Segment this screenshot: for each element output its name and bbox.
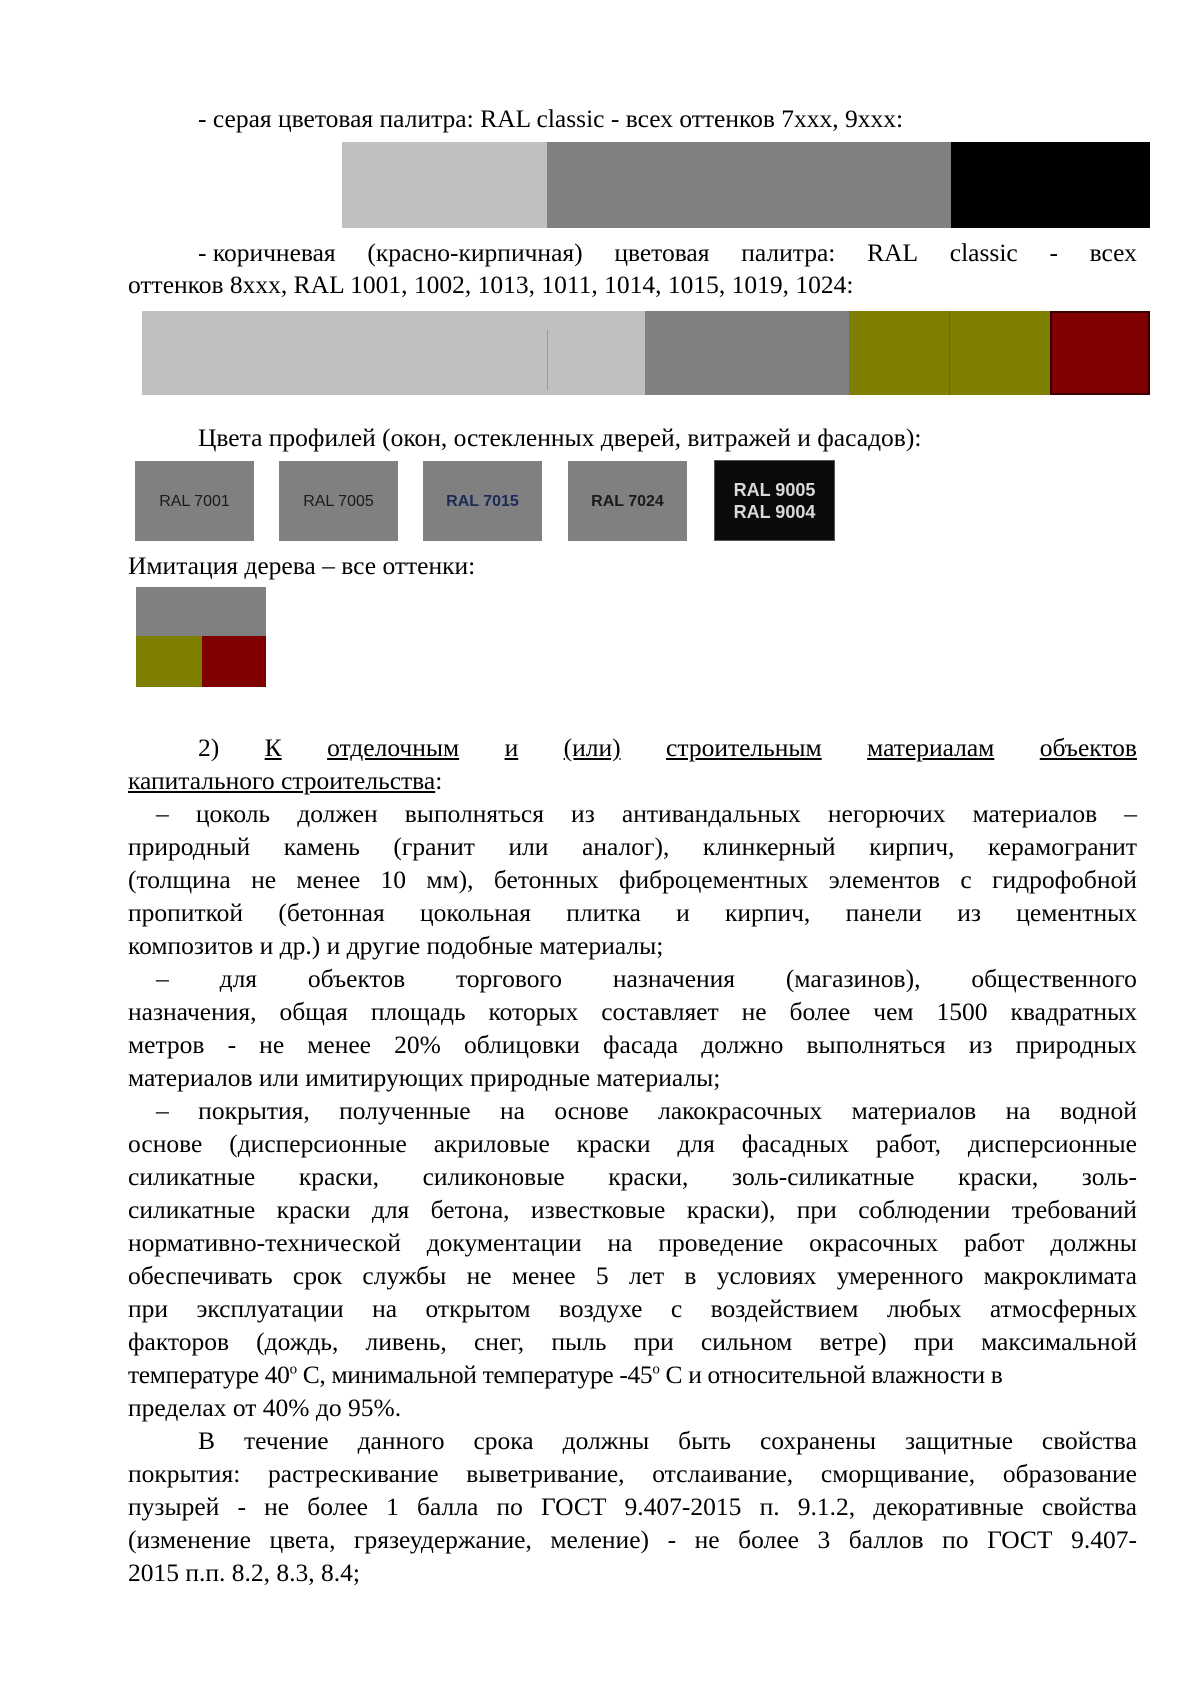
para4-line5: 2015 п.п. 8.2, 8.3, 8.4; — [128, 1558, 361, 1587]
para3-line9: температуре 40$^o$ С, минимальной температуре -45$^o$ С и относительной влажности в — [128, 1360, 1003, 1389]
gray-palette-text: - серая цветовая палитра: RAL classic - всех оттенков 7ххх, 9ххх: — [198, 104, 904, 133]
para3-line2: основе (дисперсионные акриловые краски для фасадных работ, дисперсионные — [128, 1129, 1137, 1158]
para1-line1: – цоколь должен выполняться из антивандальных негорючих материалов – — [156, 799, 1137, 828]
ral-7001-box: RAL 7001 — [135, 461, 254, 541]
para3-line3: силикатные краски, силиконовые краски, золь-силикатные краски, золь- — [128, 1162, 1137, 1191]
ral-7024-box: RAL 7024 — [568, 461, 687, 541]
brown-swatch-olive-divider — [949, 311, 950, 395]
para2-line4: материалов или имитирующих природные материалы; — [128, 1063, 721, 1092]
wood-swatch-olive — [136, 636, 202, 687]
ral-9005-9004-box — [714, 460, 835, 541]
para3-line6: обеспечивать срок службы не менее 5 лет в условиях умеренного макроклимата — [128, 1261, 1137, 1290]
para2-line2: назначения, общая площадь которых составляет не более чем 1500 квадратных — [128, 997, 1137, 1026]
gray-swatch-black — [951, 142, 1150, 228]
section2-heading-line1: 2) К отделочным и (или) строительным материалам объектов — [198, 733, 1137, 762]
ral-9004-label: RAL 9004 — [733, 501, 816, 522]
wood-heading: Имитация дерева – все оттенки: — [128, 551, 476, 580]
brown-swatch-gray — [645, 311, 849, 395]
ral-9005-label: RAL 9005 — [733, 479, 816, 500]
section2-heading-line2: капитального строительства: — [128, 766, 443, 795]
para4-line2: покрытия: растрескивание выветривание, отслаивание, сморщивание, образование — [128, 1459, 1137, 1488]
para3-line8: факторов (дождь, ливень, снег, пыль при сильном ветре) при максимальной — [128, 1327, 1137, 1356]
para3-line7: при эксплуатации на открытом воздухе с воздействием любых атмосферных — [128, 1294, 1137, 1323]
brown-swatch-light — [142, 311, 645, 395]
para4-line3: пузырей - не более 1 балла по ГОСТ 9.407-2015 п. 9.1.2, декоративные свойства — [128, 1492, 1137, 1521]
wood-swatch-gray — [136, 587, 266, 636]
para2-line1: – для объектов торгового назначения (магазинов), общественного — [156, 964, 1137, 993]
para4-line4: (изменение цвета, грязеудержание, меление) - не более 3 баллов по ГОСТ 9.407- — [128, 1525, 1137, 1554]
brown-palette-line2: оттенков 8ххх, RAL 1001, 1002, 1013, 1011, 1014, 1015, 1019, 1024: — [128, 270, 854, 299]
para1-line2: природный камень (гранит или аналог), клинкерный кирпич, керамогранит — [128, 832, 1137, 861]
ral-7005-box: RAL 7005 — [279, 461, 398, 541]
gray-swatch-light — [342, 142, 547, 228]
para3-line1: – покрытия, полученные на основе лакокрасочных материалов на водной — [156, 1096, 1137, 1125]
wood-swatch-red — [202, 636, 266, 687]
para1-line3: (толщина не менее 10 мм), бетонных фиброцементных элементов с гидрофобной — [128, 865, 1137, 894]
gray-swatch-mid — [547, 142, 951, 228]
profiles-heading: Цвета профилей (окон, остекленных дверей, витражей и фасадов): — [198, 423, 922, 452]
ral-7015-box: RAL 7015 — [423, 461, 542, 541]
brown-swatch-red — [1050, 311, 1150, 395]
para1-line5: композитов и др.) и другие подобные материалы; — [128, 931, 664, 960]
para3-line10: пределах от 40% до 95%. — [128, 1393, 402, 1422]
brown-palette-line1: - коричневая (красно-кирпичная) цветовая палитра: RAL classic - всех — [198, 238, 1137, 267]
para1-line4: пропиткой (бетонная цокольная плитка и кирпич, панели из цементных — [128, 898, 1137, 927]
para3-line4: силикатные краски для бетона, известковые краски), при соблюдении требований — [128, 1195, 1137, 1224]
brown-swatch-divider — [547, 330, 548, 390]
para4-line1: В течение данного срока должны быть сохранены защитные свойства — [198, 1426, 1137, 1455]
para3-line5: нормативно-технической документации на проведение окрасочных работ должны — [128, 1228, 1137, 1257]
para2-line3: метров - не менее 20% облицовки фасада должно выполняться из природных — [128, 1030, 1137, 1059]
